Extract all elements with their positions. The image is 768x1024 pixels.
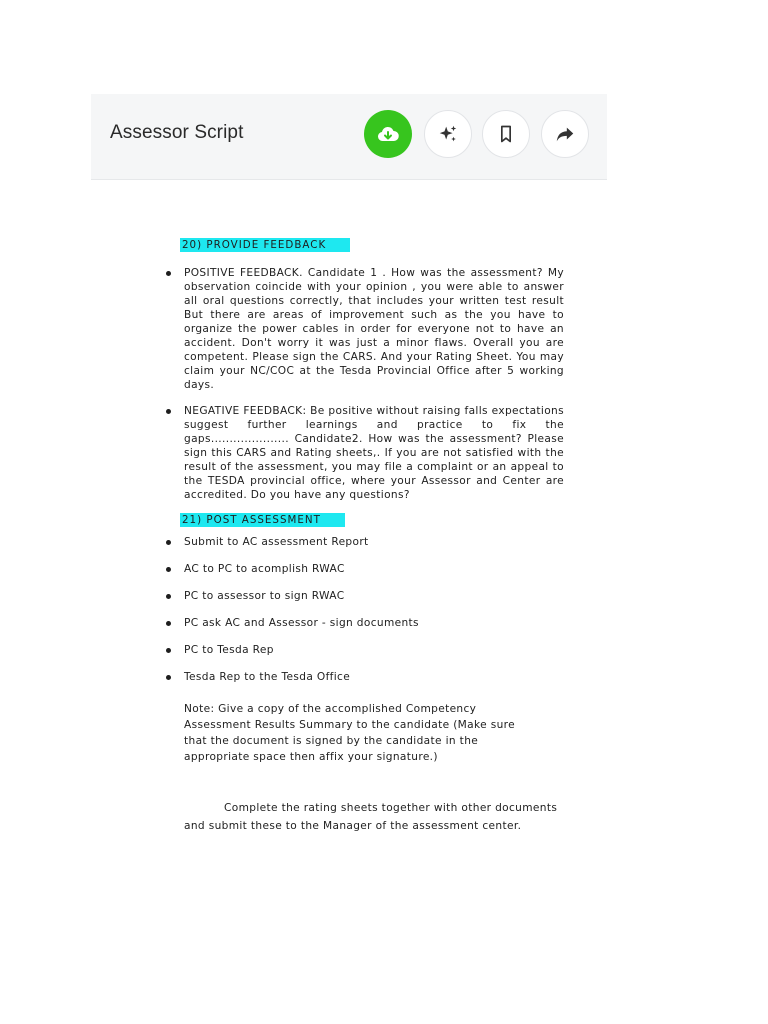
post-assessment-steps xyxy=(164,535,564,697)
share-arrow-icon xyxy=(554,123,576,145)
closing-paragraph: Complete the rating sheets together with other documents and submit these to the Manager of the assessment center. xyxy=(184,802,558,832)
share-button[interactable] xyxy=(541,110,589,158)
list-item: AC to PC to acomplish RWAC xyxy=(164,562,564,589)
section-heading-post-assessment: 21) POST ASSESSMENT xyxy=(180,513,345,527)
negative-feedback-item xyxy=(164,404,564,502)
positive-feedback-item xyxy=(164,266,564,392)
list-item: Tesda Rep to the Tesda Office xyxy=(164,670,564,697)
document-header xyxy=(91,94,607,180)
download-button[interactable] xyxy=(364,110,412,158)
list-item: PC ask AC and Assessor - sign documents xyxy=(164,616,564,643)
list-item: Submit to AC assessment Report xyxy=(164,535,564,562)
section-heading-feedback: 20) PROVIDE FEEDBACK xyxy=(180,238,350,252)
positive-feedback-text: POSITIVE FEEDBACK. Candidate 1 . How was the assessment? My observation coincide with your opinion , you were able to answer all oral questions correctly, that includes your written test result But there are areas of improvement such as the you have to organize the power cables in order for everyone not to have an accident. Don't worry it was just a minor flaws. Overall you are competent. Please sign the CARS. And your Rating Sheet. You may claim your NC/COC at the Tesda Provincial Office after 5 working days. xyxy=(184,267,564,391)
negative-feedback-text: NEGATIVE FEEDBACK: Be positive without raising falls expectations suggest further learnings and practice to fix the gaps..................... Candidate2. How was the assessment? Please sign this CARS and Rating sheets,. If you are not satisfied with the result of the assessment, you may file a complaint or an appeal to the TESDA provincial office, where your Assessor and Center are accredited. Do you have any questions? xyxy=(184,405,564,501)
cloud-download-icon xyxy=(376,122,400,146)
note-paragraph: Note: Give a copy of the accomplished Competency Assessment Results Summary to the candidate (Make sure that the document is signed by the candidate in the appropriate space then affix your signature.) xyxy=(184,703,515,763)
bookmark-icon xyxy=(496,124,516,144)
sparkle-icon xyxy=(437,123,459,145)
page-title: Assessor Script xyxy=(110,122,244,143)
bookmark-button[interactable] xyxy=(482,110,530,158)
document-page xyxy=(164,238,564,835)
ai-sparkle-button[interactable] xyxy=(424,110,472,158)
list-item: PC to assessor to sign RWAC xyxy=(164,589,564,616)
list-item: PC to Tesda Rep xyxy=(164,643,564,670)
